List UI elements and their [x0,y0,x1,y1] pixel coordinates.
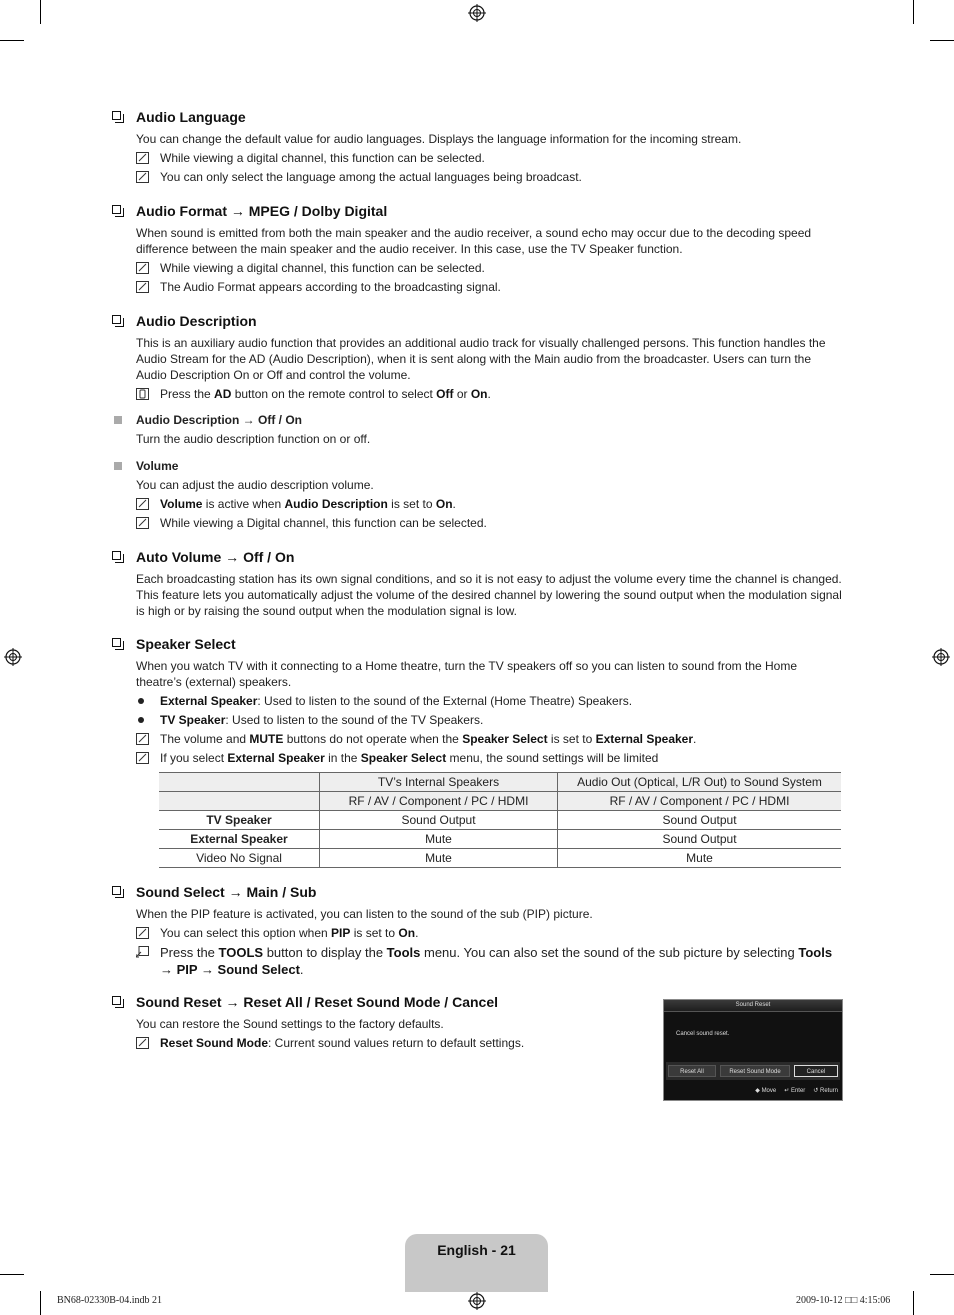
crop-mark [930,1274,954,1275]
slug-date: 2009-10-12 □□ 4:15:06 [796,1295,891,1306]
reset-sound-mode-button[interactable]: Reset Sound Mode [720,1065,790,1077]
osd-nav-hints [755,1087,838,1094]
crop-mark [0,40,24,41]
heading-text: Sound Reset → Reset All / Reset Sound Mode / Cancel [136,994,498,1010]
section-speaker-select [112,635,842,766]
osd-title: Sound Reset [664,1000,842,1012]
crop-mark [0,1274,24,1275]
heading-text: Speaker Select [136,636,236,652]
paragraph: Turn the audio description function on or off. [136,432,371,446]
section-audio-format [112,202,842,295]
square-bullet-icon [114,416,122,424]
paragraph: When you watch TV with it connecting to a Home theatre, turn the TV speakers off so you can listen to sound from the Home theatre’s (external) speakers. [136,659,798,689]
section-heading [112,635,842,653]
note: While viewing a Digital channel, this function can be selected. [136,515,842,531]
paragraph: Each broadcasting station has its own signal conditions, and so it is not easy to adjust the volume every time the channel is changed. This feature lets you automatically adjust the volume of the desired channel by lowering the sound output when the modulation signal is high or by raising the sound output when the modulation signal is low. [136,572,842,618]
note: The volume and MUTE buttons do not operate when the Speaker Select is set to External Speaker. [136,731,842,747]
bullet-icon [138,698,144,704]
registration-mark-icon [468,1292,486,1310]
section-sound-reset [112,993,632,1051]
table-cell: Sound Output [558,811,842,830]
section-heading [112,202,842,220]
osd-button-bar [666,1062,840,1080]
table-cell: Video No Signal [159,849,320,868]
note-text: You can only select the language among the actual languages being broadcast. [160,170,582,184]
crop-mark [913,0,914,24]
paragraph: When the PIP feature is activated, you can listen to the sound of the sub (PIP) picture. [136,907,593,921]
table-cell: RF / AV / Component / PC / HDMI [558,792,842,811]
note-text: While viewing a digital channel, this function can be selected. [160,151,485,165]
note: You can select this option when PIP is set to On. [136,925,842,941]
enter-icon: ↵ [784,1088,790,1094]
section-auto-volume [112,548,842,619]
note-icon [136,1037,149,1049]
paragraph: When sound is emitted from both the main speaker and the audio receiver, a sound echo may occur due to the decoding speed difference between the main speaker and the audio receiver. In this case, use the TV Speaker function. [136,226,812,256]
note: If you select External Speaker in the Speaker Select menu, the sound settings will be limited [136,750,842,766]
section-heading [112,108,842,126]
heading-text: Audio Format → MPEG / Dolby Digital [136,203,388,219]
paragraph: You can change the default value for audio languages. Displays the language information for the incoming stream. [136,132,742,146]
note: Reset Sound Mode: Current sound values return to default settings. [136,1035,632,1051]
remote-icon [136,388,149,400]
note [136,279,842,295]
note-icon [136,733,149,745]
note [136,150,842,166]
checkbox-bullet-icon [112,551,121,560]
checkbox-bullet-icon [112,638,121,647]
heading-text: Audio Description [136,313,257,329]
registration-mark-icon [468,4,486,22]
heading-text: Auto Volume → Off / On [136,549,295,565]
bullet-icon [138,717,144,723]
cancel-button[interactable]: Cancel [794,1065,838,1077]
note-text: While viewing a digital channel, this function can be selected. [160,261,485,275]
table-row [159,811,841,830]
list-item: TV Speaker: Used to listen to the sound of the TV Speakers. [136,712,842,728]
section-heading [112,993,632,1011]
note [136,260,842,276]
note-icon [136,281,149,293]
speaker-output-table [159,772,841,868]
paragraph: You can restore the Sound settings to the factory defaults. [136,1017,444,1031]
nav-return: ↺ Return [813,1088,838,1094]
subsection-volume [112,458,842,531]
section-audio-description [112,312,842,402]
note-icon [136,517,149,529]
return-icon: ↺ [813,1088,819,1094]
paragraph: This is an auxiliary audio function that provides an additional audio track for visually challenged persons. This function handles the Audio Stream for the AD (Audio Description), when it is sent along with the Main audio from the broadcaster. Users can turn the Audio Description On or Off and control the volume. [136,336,826,382]
checkbox-bullet-icon [112,111,121,120]
section-heading [112,312,842,330]
table-cell: Mute [320,849,558,868]
tools-note: Press the TOOLS button to display the Tools menu. You can also set the sound of the sub picture by selecting Tools → PIP → Sound Select. [136,944,842,978]
crop-mark [913,1291,914,1315]
note: Press the AD button on the remote control to select Off or On. [136,386,842,402]
section-audio-language [112,108,842,185]
registration-mark-icon [4,648,22,666]
subsection-heading: Audio Description → Off / On [112,412,842,428]
section-sound-select [112,883,842,978]
note-icon [136,927,149,939]
table-cell: Mute [320,830,558,849]
table-cell: Mute [558,849,842,868]
crop-mark [930,40,954,41]
osd-message: Cancel sound reset. [676,1031,730,1037]
slug-file: BN68-02330B-04.indb 21 [57,1295,162,1306]
registration-mark-icon [932,648,950,666]
table-cell [159,792,320,811]
crop-mark [40,1291,41,1315]
list-item: External Speaker: Used to listen to the sound of the External (Home Theatre) Speakers. [136,693,842,709]
subsection-heading: Volume [112,458,842,474]
nav-move: ◆ Move [755,1088,777,1094]
note-icon [136,752,149,764]
note-icon [136,171,149,183]
sound-reset-osd [663,999,843,1101]
table-cell: RF / AV / Component / PC / HDMI [320,792,558,811]
note: Volume is active when Audio Description is set to On. [136,496,842,512]
table-header-row [159,792,841,811]
table-cell [159,773,320,792]
table-cell: Sound Output [320,811,558,830]
table-cell: TV’s Internal Speakers [320,773,558,792]
table-cell: Sound Output [558,830,842,849]
nav-enter: ↵ Enter [784,1088,806,1094]
square-bullet-icon [114,462,122,470]
tools-icon [136,946,149,958]
table-row [159,849,841,868]
note-icon [136,498,149,510]
note-icon [136,152,149,164]
note-text: The Audio Format appears according to the broadcasting signal. [160,280,501,294]
table-cell: TV Speaker [159,811,320,830]
heading-text: Audio Language [136,109,246,125]
table-row [159,830,841,849]
crop-mark [40,0,41,24]
checkbox-bullet-icon [112,205,121,214]
paragraph: You can adjust the audio description volume. [136,478,374,492]
table-header-row [159,773,841,792]
move-arrows-icon: ◆ [755,1088,760,1094]
checkbox-bullet-icon [112,315,121,324]
section-heading [112,883,842,901]
section-heading [112,548,842,566]
heading-text: Sound Select → Main / Sub [136,884,317,900]
table-cell: Audio Out (Optical, L/R Out) to Sound System [558,773,842,792]
subsection-audio-description-off-on [112,412,842,447]
note [136,169,842,185]
checkbox-bullet-icon [112,996,121,1005]
page-number: English - 21 [437,1242,516,1258]
checkbox-bullet-icon [112,886,121,895]
table-cell: External Speaker [159,830,320,849]
reset-all-button[interactable]: Reset All [668,1065,716,1077]
note-icon [136,262,149,274]
